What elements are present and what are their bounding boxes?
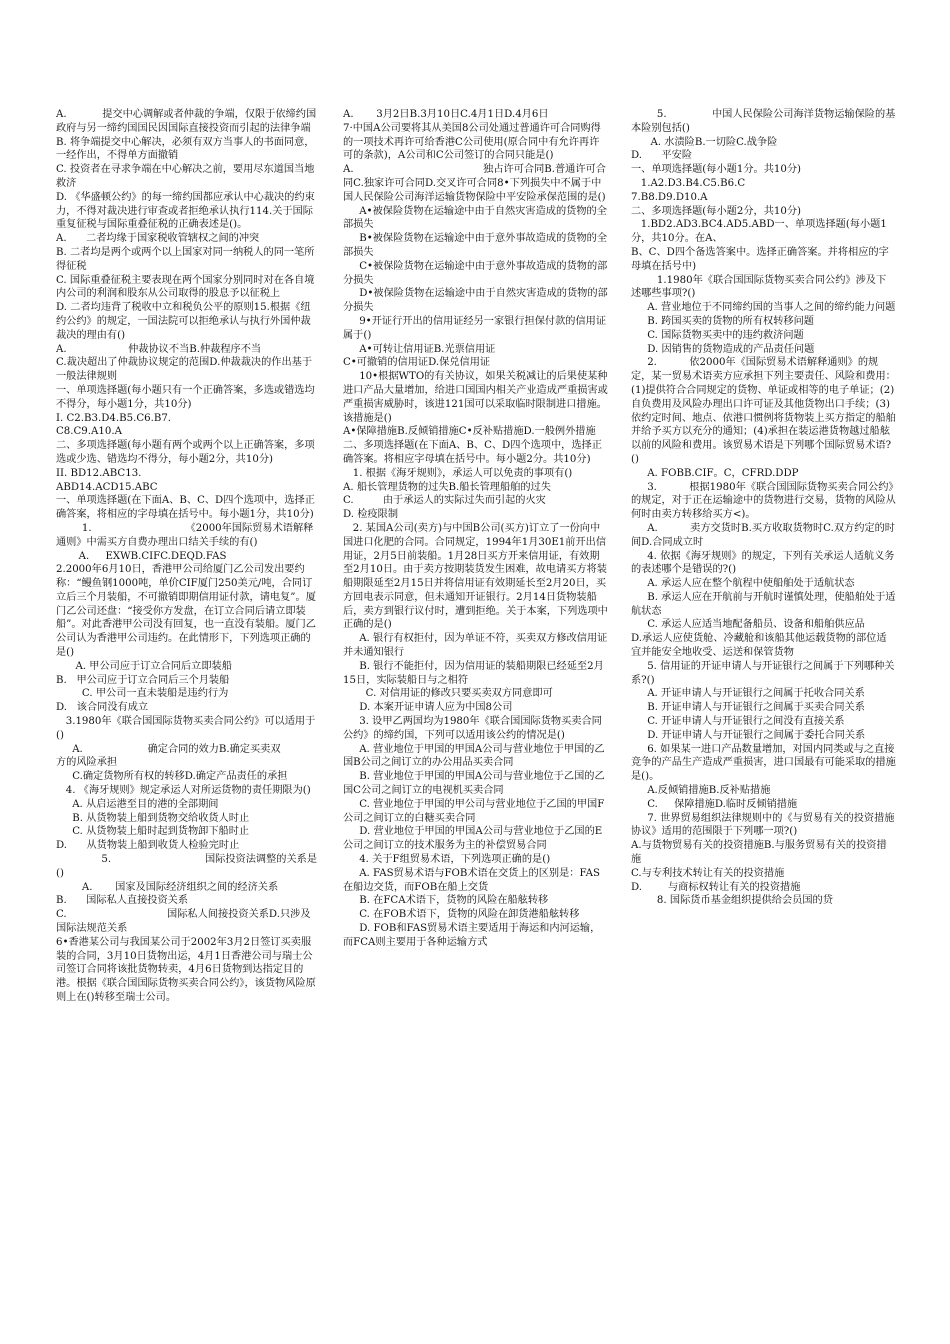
text-paragraph: B. 将争端提交中心解决，必须有双方当事人的书面同意，一经作出，不得单方面撤销 xyxy=(56,136,315,162)
text-paragraph: C. 开证申请人与开证银行之间没有直接关系 xyxy=(631,716,845,728)
text-paragraph: 7. 世界贸易组织法律规则中的《与贸易有关的投资措施协议》适用的范围限于下列哪一项?() xyxy=(631,812,895,838)
text-paragraph: 3. 设甲乙两国均为1980年《联合国国际货物买卖合同公约》的缔约国，下列可以适用该公约的情况是() xyxy=(343,716,602,741)
text-column-middle xyxy=(343,108,608,1336)
text-paragraph: II. BD12.ABC13. xyxy=(56,467,142,479)
text-paragraph: 国际法规范关系 xyxy=(56,923,128,935)
text-paragraph: ABD14.ACD15.ABC xyxy=(56,481,158,493)
text-paragraph: 二、多项选择题(每小题有两个或两个以上正确答案，多项选或少选、错选均不得分，每小题2分，共10分) xyxy=(56,440,315,465)
text-paragraph: C. 甲公司一直未装船是违约行为 xyxy=(56,688,229,700)
text-paragraph: D•被保险货物在运输途中由于自然灾害造成的货物的部分损失 xyxy=(343,288,608,314)
text-paragraph: A. 船长管理货物的过失B.船长管理船舶的过失 xyxy=(343,481,551,493)
text-paragraph: 2. 依2000年《国际贸易术语解释通则》的规定，某一贸易术语卖方应承担下列主要责任、风险和费用：(1)提供符合合同规定的货物、单证或相等的电子单证；(2)自负费用及风险办理出口许可证及其他货物出口手续；(3)依约定时间、地点、依港口惯例将货物装上买方指定的船舶并给予买方以充分的通知；(4)承担在装运港货物越过船舷以前的风险和费用。该贸易术语是下列哪个国际贸易术语?() xyxy=(631,357,896,465)
text-paragraph: C. 由于承运人的实际过失而引起的火灾 xyxy=(343,495,546,507)
text-paragraph: C. 保障措施D.临时反倾销措施 xyxy=(631,798,798,810)
text-paragraph: 一、单项选择题(在下面A、B、C、D四个选项中，选择正确答案，将相应的字母填在括号中。每小题1分，共10分) xyxy=(56,495,315,521)
text-paragraph: D. FOB和FAS贸易术语主要适用于海运和内河运输，而FCA则主要用于各种运输方式 xyxy=(343,923,601,948)
text-paragraph: 8. 国际货币基金组织提供给会员国的贷 xyxy=(631,895,833,907)
text-paragraph: B. 甲公司应于订立合同后三个月装船 xyxy=(56,674,230,686)
text-paragraph: B. 承运人应在开航前与开航时谨慎处理，使船舶处于适航状态 xyxy=(631,591,896,617)
text-paragraph: 1.A2.D3.B4.C5.B6.C xyxy=(631,177,746,189)
text-paragraph: D. 《华盛顿公约》的每一缔约国都应承认中心裁决的约束力，不得对裁决进行审查或者拒绝承认执行114.关于国际重复征税与国际重叠征税的正确表述是()。 xyxy=(56,191,315,231)
text-paragraph: 5. 信用证的开证申请人与开证银行之间属于下列哪种关系?() xyxy=(631,660,895,686)
text-paragraph: 5. 中国人民保险公司海洋货物运输保险的基本险别包括() xyxy=(631,109,896,134)
text-paragraph: C. 投资者在寻求争端在中心解决之前，要用尽东道国当地救济 xyxy=(56,164,315,189)
text-paragraph: A. 独占许可合同B.普通许可合同C.独家许可合同D.交叉许可合同8•下列损失中不属于中国人民保险公司海洋运输货物保险中平安险承保范围的是() xyxy=(343,164,606,203)
text-paragraph: A. 从启运港至目的港的全部期间 xyxy=(56,798,219,810)
text-paragraph: A. FOBB.CIF。C，CFRD.DDP xyxy=(631,467,799,479)
text-paragraph: 3. 根据1980年《联合国国际货物买卖合同公约》的规定，对于正在运输途中的货物进行交易，货物的风险从何时由卖方转移给买方<)。 xyxy=(631,481,896,521)
text-paragraph: A. 银行有权拒付，因为单证不符，买卖双方修改信用证并未通知银行 xyxy=(343,633,608,659)
text-paragraph: C. 承运人应适当地配备船员、设备和船舶供应品 xyxy=(631,619,865,631)
text-paragraph: C•可撤销的信用证D.保兑信用证 xyxy=(343,357,491,369)
text-paragraph: A. FAS贸易术语与FOB术语在交货上的区别是：FAS在船边交货，而FOB在船上交货 xyxy=(343,867,600,893)
text-paragraph: B. 从货物装上船到货物交给收货人时止 xyxy=(56,812,250,824)
text-column-right xyxy=(631,108,896,1336)
text-paragraph: C•被保险货物在运输途中由于意外事故造成的货物的部分损失 xyxy=(343,260,608,286)
text-paragraph: A. 3月2日B.3月10日C.4月1日D.4月6日 xyxy=(343,109,549,120)
text-paragraph: A. 开证申请人与开证银行之间属于托收合同关系 xyxy=(631,688,865,700)
text-paragraph: C. 国际私人间接投资关系D.只涉及 xyxy=(56,909,311,921)
text-paragraph: C. 在FOB术语下，货物的风险在卸货港船舷转移 xyxy=(343,909,580,921)
text-paragraph: B. 开证申请人与开证银行之间属于买卖合同关系 xyxy=(631,702,865,714)
text-paragraph: D.承运人应使货舱、冷藏舱和该船其他运载货物的部位适宜并能安全地收受、运送和保管货物 xyxy=(631,633,887,659)
text-paragraph: 方的风险承担 xyxy=(56,757,118,769)
text-paragraph: B. 营业地位于甲国的甲国A公司与营业地位于乙国的乙国C公司之间订立的电视机买卖合同 xyxy=(343,771,605,797)
text-paragraph: 9•开证行开出的信用证经另一家银行担保付款的信用证属于() xyxy=(343,315,607,341)
text-paragraph: 7.B8.D9.D10.A xyxy=(631,191,708,203)
text-paragraph: C.确定货物所有权的转移D.确定产品责任的承担 xyxy=(56,771,288,783)
text-paragraph: C. 国际重叠征税主要表现在两个国家分别同时对在各自境内公司的利润和股东从公司取得的股息予以征税上 xyxy=(56,274,315,300)
text-paragraph: B. 国际私人直接投资关系 xyxy=(56,895,189,907)
text-paragraph: 5. 国际投资法调整的关系是() xyxy=(56,854,318,879)
text-paragraph: A•保障措施B.反倾销措施C•反补贴措施D.一般例外措施 xyxy=(343,426,596,438)
text-paragraph: C. 国际货物买卖中的违约救济问题 xyxy=(631,329,804,341)
text-paragraph: B. 跨国买卖的货物的所有权转移问题 xyxy=(631,315,814,327)
text-paragraph: B、C、D四个备选答案中。选择正确答案。并将相应的字母填在括号中) xyxy=(631,246,889,272)
text-paragraph: A. 营业地位于不同缔约国的当事人之间的缔约能力问题 xyxy=(631,302,896,314)
text-paragraph: A. 卖方交货时B.买方收取货物时C.双方约定的时间D.合同成立时 xyxy=(631,522,895,548)
text-paragraph: D. 营业地位于甲国的甲国A公司与营业地位于乙国的E公司之间订立的技术服务为主的补偿贸易合同 xyxy=(343,826,603,852)
text-paragraph: 一、单项选择题(每小题只有一个正确答案，多选或错选均不得分，每小题1分，共10分) xyxy=(56,384,315,410)
text-paragraph: C.裁决超出了仲裁协议规定的范围D.仲裁裁决的作出基于一般法律规则 xyxy=(56,357,313,383)
text-paragraph: 4. 《海牙规则》规定承运人对所运货物的责任期限为() xyxy=(56,785,311,797)
text-paragraph: A. 甲公司应于订立合同后立即装船 xyxy=(56,660,232,672)
text-paragraph: 1.BD2.AD3.BC4.AD5.ABD一、单项选择题(每小题1分，共10分。在A、 xyxy=(631,219,887,245)
text-paragraph: D. 该合同没有成立 xyxy=(56,702,149,714)
text-paragraph: A. 营业地位于甲国的甲国A公司与营业地位于甲国的乙国B公司之间订立的办公用品买卖合同 xyxy=(343,743,605,769)
text-paragraph: D. 开证申请人与开证银行之间属于委托合同关系 xyxy=(631,729,866,741)
text-paragraph: D. 本案开证申请人应为中国8公司 xyxy=(343,702,513,714)
text-paragraph: D. 二者均违背了税收中立和税负公平的原则15.根据《纽约公约》的规定，一国法院可以拒绝承认与执行外国仲裁裁决的理由有() xyxy=(56,302,311,341)
text-paragraph: 4. 关于F组贸易术语，下列选项正确的是() xyxy=(343,854,551,866)
text-paragraph: C8.C9.A10.A xyxy=(56,426,122,438)
text-paragraph: A. EXWB.CIFC.DEQD.FAS xyxy=(56,550,227,562)
text-paragraph: A. 仲裁协议不当B.仲裁程序不当 xyxy=(56,343,262,355)
text-paragraph: C. 营业地位于甲国的甲公司与营业地位于乙国的甲国F公司之间订立的白糖买卖合同 xyxy=(343,798,605,824)
text-paragraph: D. 平安险 xyxy=(631,150,693,162)
text-paragraph: A. 确定合同的效力B.确定买卖双 xyxy=(56,743,281,755)
text-paragraph: 1. 根据《海牙规则》，承运人可以免责的事项有() xyxy=(343,467,573,479)
text-paragraph: D. 检疫限制 xyxy=(343,509,399,521)
text-paragraph: 二、多项选择题(每小题2分，共10分) xyxy=(631,205,802,217)
text-paragraph: A•可转让信用证B.光票信用证 xyxy=(343,343,496,355)
text-paragraph: 3.1980年《联合国国际货物买卖合同公约》可以适用于() xyxy=(56,716,316,741)
text-paragraph: B. 银行不能拒付，因为信用证的装船期限已经延至2月15日，实际装船日与之相符 xyxy=(343,660,604,686)
text-paragraph: A. 国家及国际经济组织之间的经济关系 xyxy=(56,881,279,893)
text-paragraph: A. 提交中心调解或者仲裁的争端，仅限于依缔约国政府与另一缔约国国民因国际直接投资而引起的法律争端 xyxy=(56,109,317,134)
text-paragraph: A.与货物贸易有关的投资措施B.与服务贸易有关的投资措施 xyxy=(631,840,887,866)
text-column-left xyxy=(56,108,318,1336)
text-paragraph: A•被保险货物在运输途中由于自然灾害造成的货物的全部损失 xyxy=(343,205,607,231)
text-paragraph: 10•根据WTO的有关协议，如果关税减让的后果使某种进口产品大量增加，给进口国国内相关产业造成严重损害或严重损害威胁时，该进121国可以采取临时限制进口措施。该措施是() xyxy=(343,371,608,424)
text-paragraph: C. 从货物装上船时起到货物卸下船时止 xyxy=(56,826,250,838)
text-paragraph: 2.2000年6月10日，香港甲公司给厦门乙公司发出要约称：“鳗鱼钢1000吨，单价CIF厦门250美元/吨，合同订立后三个月装船，不可撤销即期信用证付款，请电复”。厦门乙公司还盘：“接受你方发盘，在订立合同后请立即装船”。对此香港甲公司没有回复，也一直没有装船。厦门乙公司认为香港甲公司违约。在此情形下，下列选项正确的是() xyxy=(56,564,316,659)
text-paragraph: 2. 某国A公司(卖方)与中国B公司(买方)订立了一份向中国进口化肥的合同。合同规定，1994年1月30E1前开出信用证，2月5日前装船。1月28日买方开来信用证，有效期至2月10日。由于卖方按期装货发生困难，故电请买方将装船期限延至2月15日并将信用证有效期延长至2月20日，买方回电表示同意，但未通知开证银行。2月14日货物装船后，卖方到银行议付时，遭到拒绝。关于本案，下列选项中正确的是() xyxy=(343,522,608,631)
text-paragraph: A. 水渍险B.一切险C.战争险 xyxy=(631,136,778,148)
text-paragraph: D. 与商标权转让有关的投资措施 xyxy=(631,881,801,893)
text-paragraph: 1.1980年《联合国国际货物买卖合同公约》涉及下述哪些事项?() xyxy=(631,274,887,300)
text-paragraph: 6. 如果某一进口产品数量增加，对国内同类或与之直接竞争的产品生产造成严重损害，进口国最有可能采取的措施是()。 xyxy=(631,743,896,783)
text-paragraph: B. 二者均是两个或两个以上国家对同一纳税人的同一笔所得征税 xyxy=(56,246,315,272)
text-paragraph: B. 在FCA术语下，货物的风险在船舷转移 xyxy=(343,895,549,907)
text-paragraph: A. 承运人应在整个航程中使船舶处于适航状态 xyxy=(631,578,855,590)
text-paragraph: C.与专利技术转让有关的投资措施 xyxy=(631,867,785,879)
text-paragraph: D. 因销售的货物造成的产品责任问题 xyxy=(631,343,815,355)
text-paragraph: 二、多项选择题(在下面A、B、C、D四个选项中，选择正确答案。将相应字母填在括号中。每小题2分。共10分) xyxy=(343,440,602,465)
text-paragraph: 4. 依据《海牙规则》的规定，下列有关承运人适航义务的表述哪个是错误的?() xyxy=(631,550,895,576)
text-paragraph: 6•香港某公司与我国某公司于2002年3月2日签订买卖服装的合同，3月10日货物出运，4月1日香港公司与瑞士公司签订合同将该批货物转卖，4月6日货物到达指定目的港。根据《联合国国际货物买卖合同公约》，该货物风险原则上在()转移至瑞士公司。 xyxy=(56,936,316,1003)
text-paragraph: 7·中国A公司要将其从美国8公司处通过普通许可合同购得的一项技术再许可给香港C公司使用(原合同中有允许再许可的条款)，A公司和C公司签订的合同只能是() xyxy=(343,122,601,162)
text-paragraph: I. C2.B3.D4.B5.C6.B7. xyxy=(56,412,172,424)
text-paragraph: A. 二者均缘于国家税收管辖权之间的冲突 xyxy=(56,233,260,245)
text-paragraph: 一、单项选择题(每小题1分。共10分) xyxy=(631,164,802,176)
text-paragraph: 1. 《2000年国际贸易术语解释通则》中需买方自费办理出口结关手续的有() xyxy=(56,522,314,548)
text-paragraph: B•被保险货物在运输途中由于意外事故造成的货物的全部损失 xyxy=(343,233,608,258)
text-paragraph: A.反倾销措施B.反补贴措施 xyxy=(631,785,771,797)
text-paragraph: D. 从货物装上船到收货人检验完时止 xyxy=(56,840,240,852)
text-paragraph: C. 对信用证的修改只要买卖双方同意即可 xyxy=(343,688,553,700)
